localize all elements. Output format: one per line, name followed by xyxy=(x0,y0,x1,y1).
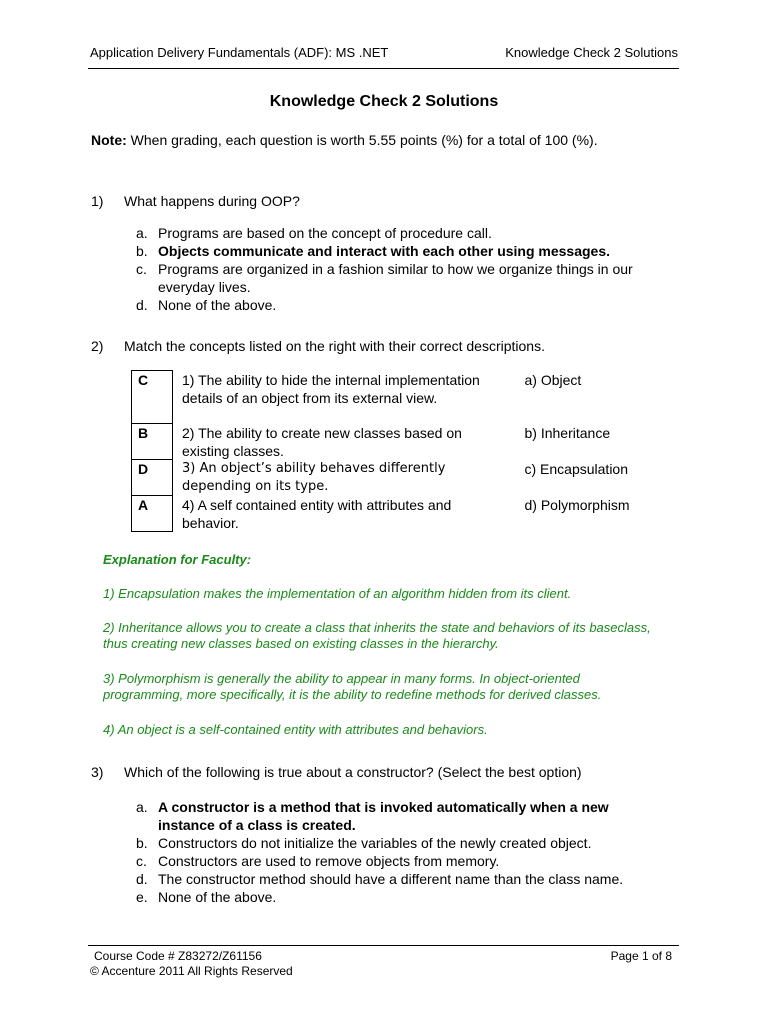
option-item xyxy=(124,260,684,296)
explanation-title: Explanation for Faculty: xyxy=(103,552,252,567)
option-item-correct xyxy=(124,242,684,260)
description-cell: 4) A self contained entity with attributes and behavior. xyxy=(182,496,452,531)
option-text: Constructors do not initialize the variables of the newly created object. xyxy=(158,835,592,851)
option-item xyxy=(124,296,684,314)
option-letter: e. xyxy=(136,889,148,905)
table-row xyxy=(132,460,630,496)
header-course-title: Application Delivery Fundamentals (ADF): MS .NET xyxy=(90,45,389,60)
question-1-options xyxy=(124,224,684,314)
option-item-correct xyxy=(124,798,664,834)
copyright: © Accenture 2011 All Rights Reserved xyxy=(90,964,293,978)
option-item xyxy=(124,852,664,870)
question-text: Match the concepts listed on the right with their correct descriptions. xyxy=(124,338,545,354)
explanation-item: 3) Polymorphism is generally the ability to appear in many forms. In object-oriented programming, more specifically, it is the ability to redefine methods for derived classes. xyxy=(103,671,602,702)
concept-cell: a) Object xyxy=(524,371,582,388)
explanation-item: 4) An object is a self-contained entity with attributes and behaviors. xyxy=(103,722,488,737)
page-number: Page 1 of 8 xyxy=(610,949,672,963)
table-row xyxy=(132,371,630,424)
option-item xyxy=(124,888,664,906)
option-letter: a. xyxy=(136,799,148,815)
option-text: None of the above. xyxy=(158,889,277,905)
question-number: 3) xyxy=(91,764,104,780)
note-label: Note: xyxy=(91,132,127,148)
description-cell: 2) The ability to create new classes based on existing classes. xyxy=(182,424,462,459)
option-letter: d. xyxy=(136,871,148,887)
option-text: Programs are organized in a fashion similar to how we organize things in our everyday lives. xyxy=(158,261,633,295)
note-text: When grading, each question is worth 5.55 points (%) for a total of 100 (%). xyxy=(126,132,598,148)
description-cell: 3) An object’s ability behaves differently depending on its type. xyxy=(182,460,446,494)
option-text: Programs are based on the concept of procedure call. xyxy=(158,225,492,241)
answer-cell: A xyxy=(132,496,173,532)
page-header xyxy=(90,44,678,62)
page-title: Knowledge Check 2 Solutions xyxy=(269,93,499,110)
question-number: 2) xyxy=(91,338,104,354)
question-3-options xyxy=(124,798,664,906)
description-cell: 1) The ability to hide the internal implementation details of an object from its external view. xyxy=(182,371,480,406)
question-text: Which of the following is true about a constructor? (Select the best option) xyxy=(124,764,582,780)
option-letter: d. xyxy=(136,297,148,313)
grading-note xyxy=(91,132,598,148)
option-text: Objects communicate and interact with each other using messages. xyxy=(158,243,611,259)
concept-cell: c) Encapsulation xyxy=(524,460,629,477)
option-item xyxy=(124,224,684,242)
table-row xyxy=(132,424,630,460)
question-number: 1) xyxy=(91,193,104,209)
answer-cell: D xyxy=(132,460,173,496)
option-letter: c. xyxy=(136,261,147,277)
concept-cell: d) Polymorphism xyxy=(524,496,630,513)
answer-cell: C xyxy=(132,371,173,424)
header-doc-title: Knowledge Check 2 Solutions xyxy=(505,45,678,60)
option-letter: c. xyxy=(136,853,147,869)
option-text: A constructor is a method that is invoked automatically when a new instance of a class is created. xyxy=(158,799,609,833)
page-footer xyxy=(90,949,293,979)
explanation-item: 1) Encapsulation makes the implementation of an algorithm hidden from its client. xyxy=(103,586,572,601)
matching-table xyxy=(131,370,630,532)
option-letter: a. xyxy=(136,225,148,241)
question-text: What happens during OOP? xyxy=(124,193,300,209)
option-letter: b. xyxy=(136,243,148,259)
option-text: The constructor method should have a different name than the class name. xyxy=(158,871,624,887)
option-letter: b. xyxy=(136,835,148,851)
explanation-item: 2) Inheritance allows you to create a class that inherits the state and behaviors of its baseclass, thus creating new classes based on existing classes in the hierarchy. xyxy=(103,620,651,651)
header-divider xyxy=(88,68,679,69)
footer-divider xyxy=(88,945,679,946)
course-code: Course Code # Z83272/Z61156 xyxy=(94,949,262,963)
option-text: Constructors are used to remove objects from memory. xyxy=(158,853,500,869)
option-text: None of the above. xyxy=(158,297,277,313)
table-row xyxy=(132,496,630,532)
answer-cell: B xyxy=(132,424,173,460)
concept-cell: b) Inheritance xyxy=(524,424,611,441)
option-item xyxy=(124,870,664,888)
option-item xyxy=(124,834,664,852)
